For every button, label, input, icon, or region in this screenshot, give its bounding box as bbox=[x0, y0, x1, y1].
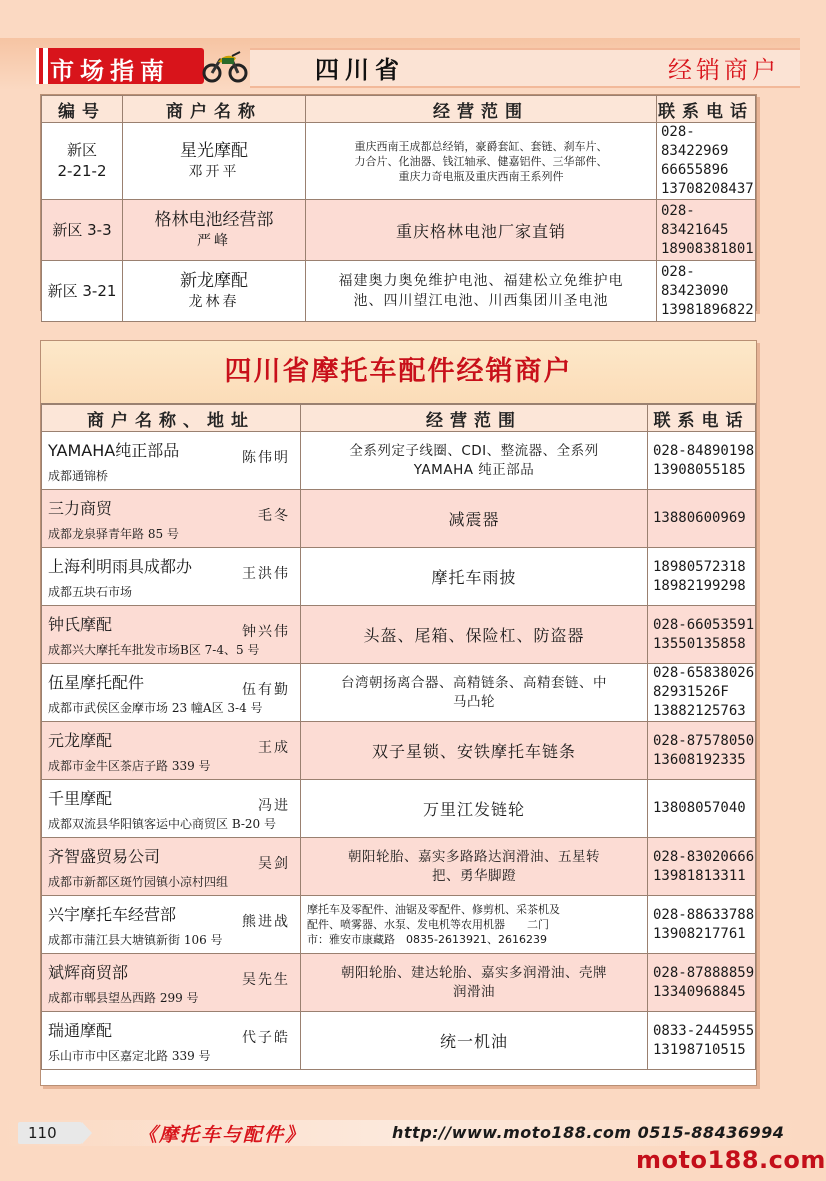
scope-line: 福建奥力奥免维护电池、福建松立免维护电 bbox=[338, 273, 624, 289]
col-header-phone: 联系电话 bbox=[648, 405, 756, 432]
phone-number: 028-83422969 bbox=[661, 124, 729, 159]
scope-line: 朝阳轮胎、嘉实多路路达润滑油、五星转 bbox=[348, 848, 600, 865]
table-row bbox=[42, 780, 756, 838]
business-scope bbox=[306, 123, 657, 200]
dealer-cell bbox=[42, 780, 301, 838]
phone-number: 13882125763 bbox=[653, 703, 746, 719]
phone-cell bbox=[648, 490, 756, 548]
shop-address: 成都通锦桥 bbox=[48, 469, 109, 483]
scope-line: 把、勇华脚蹬 bbox=[432, 867, 516, 884]
table-row bbox=[42, 954, 756, 1012]
business-scope bbox=[301, 780, 648, 838]
dealer-code bbox=[42, 123, 123, 200]
phone-number: 13880600969 bbox=[653, 510, 746, 526]
phone-number: 13340968845 bbox=[653, 983, 746, 1000]
phone-number: 028-83423090 bbox=[661, 263, 729, 299]
phone-number: 13550135858 bbox=[653, 635, 746, 652]
scope-line: 统一机油 bbox=[439, 1032, 508, 1051]
scope-line: 马凸轮 bbox=[453, 693, 495, 710]
section-title: 市场指南 bbox=[50, 56, 170, 85]
dealer-cell bbox=[42, 432, 301, 490]
phone-number: 028-87888859 bbox=[653, 964, 755, 981]
phone-number: 13981813311 bbox=[653, 867, 746, 884]
phone-number: 028-84890198 bbox=[653, 442, 755, 459]
phone-cell bbox=[648, 954, 756, 1012]
motorcycle-icon bbox=[202, 44, 248, 84]
table-row bbox=[42, 548, 756, 606]
phone-number: 028-65838026 bbox=[653, 665, 755, 681]
table-row bbox=[42, 722, 756, 780]
shop-name: 齐智盛贸易公司 bbox=[48, 847, 161, 866]
shop-address: 成都五块石市场 bbox=[48, 585, 133, 599]
dealer-cell bbox=[42, 548, 301, 606]
phone-number: 13908217761 bbox=[653, 925, 746, 942]
dealer-name-cell bbox=[123, 123, 306, 200]
contact-person: 吴剑 bbox=[258, 856, 290, 872]
code-line: 新区 3-21 bbox=[47, 281, 117, 300]
phone-number: 66655896 bbox=[661, 162, 729, 178]
phone-cell bbox=[648, 896, 756, 954]
phone-number: 028-83020666 bbox=[653, 848, 755, 865]
scope-line: 头盔、尾箱、保险杠、防盗器 bbox=[363, 626, 585, 645]
business-scope bbox=[301, 896, 648, 954]
dealer-cell bbox=[42, 896, 301, 954]
shop-name: 元龙摩配 bbox=[48, 731, 113, 750]
category-title: 经销商户 bbox=[668, 56, 780, 84]
phone-number: 18908381801 bbox=[661, 240, 754, 257]
shop-name: 瑞通摩配 bbox=[48, 1021, 113, 1040]
business-scope bbox=[301, 606, 648, 664]
shop-address: 成都双流县华阳镇客运中心商贸区 B-20 号 bbox=[48, 817, 276, 831]
dealer-cell bbox=[42, 838, 301, 896]
shop-address: 成都兴大摩托车批发市场B区 7-4、5 号 bbox=[48, 643, 260, 657]
business-scope bbox=[306, 261, 657, 322]
shop-name: 伍星摩托配件 bbox=[48, 673, 145, 692]
table-row bbox=[42, 896, 756, 954]
table-header-row bbox=[42, 96, 756, 123]
shop-name: 星光摩配 bbox=[180, 141, 248, 161]
shop-address: 成都龙泉驿青年路 85 号 bbox=[48, 527, 179, 541]
shop-address: 成都市金牛区茶店子路 339 号 bbox=[48, 759, 211, 773]
business-scope bbox=[301, 954, 648, 1012]
phone-cell bbox=[648, 606, 756, 664]
dealer-code bbox=[42, 200, 123, 261]
contact-person: 钟兴伟 bbox=[242, 624, 290, 640]
phone-cell bbox=[648, 432, 756, 490]
shop-address: 乐山市市中区嘉定北路 339 号 bbox=[48, 1049, 211, 1063]
business-scope bbox=[301, 490, 648, 548]
scope-line: 配件、喷雾器、水泵、发电机等农用机器 二门 bbox=[307, 918, 549, 931]
phone-cell bbox=[648, 1012, 756, 1070]
col-header-name: 商户名称 bbox=[123, 96, 306, 123]
phone-number: 13908055185 bbox=[653, 461, 746, 478]
dealer-table-2 bbox=[40, 340, 757, 1086]
table-row bbox=[42, 838, 756, 896]
table-row bbox=[42, 123, 756, 200]
phone-number: 0833-2445955 bbox=[653, 1022, 755, 1039]
col-header-code: 编号 bbox=[42, 96, 123, 123]
dealer-name-cell bbox=[123, 261, 306, 322]
dealer-cell bbox=[42, 606, 301, 664]
business-scope bbox=[301, 838, 648, 896]
phone-number: 13608192335 bbox=[653, 751, 746, 768]
shop-name: 千里摩配 bbox=[48, 789, 113, 808]
contact-person: 严峰 bbox=[197, 233, 231, 249]
scope-line: 摩托车雨披 bbox=[431, 568, 517, 587]
contact-person: 陈伟明 bbox=[242, 450, 290, 466]
phone-cell bbox=[648, 722, 756, 780]
scope-line: 池、四川望江电池、川西集团川圣电池 bbox=[353, 293, 609, 309]
table-row bbox=[42, 1012, 756, 1070]
watermark: moto188.com bbox=[636, 1146, 826, 1174]
scope-line: 万里江发链轮 bbox=[422, 800, 525, 819]
dealer-cell bbox=[42, 1012, 301, 1070]
phone-number: 13708208437 bbox=[661, 181, 754, 197]
phone-cell bbox=[657, 200, 756, 261]
shop-name: YAMAHA纯正部品 bbox=[48, 441, 180, 460]
phone-number: 028-83421645 bbox=[661, 202, 729, 238]
table-row bbox=[42, 664, 756, 722]
phone-number: 13981896822 bbox=[661, 301, 754, 318]
table-row bbox=[42, 432, 756, 490]
col-header-name-address: 商户名称、地址 bbox=[42, 405, 301, 432]
shop-address: 成都市蒲江县大塘镇新街 106 号 bbox=[48, 933, 223, 947]
scope-line: 台湾朝扬离合器、高精链条、高精套链、中 bbox=[341, 674, 607, 691]
shop-address: 成都市武侯区金摩市场 23 幢A区 3-4 号 bbox=[48, 701, 263, 715]
shop-name: 格林电池经营部 bbox=[154, 210, 274, 230]
scope-line: 全系列定子线圈、CDI、整流器、全系列 bbox=[349, 442, 599, 459]
phone-number: 82931526F bbox=[653, 684, 729, 700]
table-row bbox=[42, 606, 756, 664]
code-line: 新区 3-3 bbox=[52, 220, 112, 239]
table-row bbox=[42, 490, 756, 548]
contact-person: 邓开平 bbox=[188, 164, 240, 180]
scope-line: 双子星锁、安铁摩托车链条 bbox=[371, 742, 576, 761]
phone-number: 028-88633788 bbox=[653, 906, 755, 923]
phone-cell bbox=[648, 664, 756, 722]
shop-address: 成都市郫县望丛西路 299 号 bbox=[48, 991, 199, 1005]
phone-number: 13808057040 bbox=[653, 800, 746, 816]
dealer-cell bbox=[42, 664, 301, 722]
contact-person: 王洪伟 bbox=[242, 566, 290, 582]
business-scope bbox=[301, 722, 648, 780]
phone-cell bbox=[648, 780, 756, 838]
magazine-name: 《摩托车与配件》 bbox=[138, 1124, 307, 1146]
dealer-cell bbox=[42, 490, 301, 548]
scope-line: 摩托车及零配件、油锯及零配件、修剪机、采茶机及 bbox=[307, 903, 560, 916]
scope-line: 减震器 bbox=[448, 510, 500, 529]
phone-cell bbox=[648, 838, 756, 896]
table2-title: 四川省摩托车配件经销商户 bbox=[41, 341, 756, 404]
shop-name: 新龙摩配 bbox=[180, 271, 248, 291]
footer-contact: http://www.moto188.com 0515-88436994 bbox=[392, 1123, 785, 1142]
dealer-name-cell bbox=[123, 200, 306, 261]
contact-person: 冯进 bbox=[258, 798, 290, 814]
code-line: 新区 bbox=[66, 141, 97, 159]
dealer-code bbox=[42, 261, 123, 322]
business-scope bbox=[301, 1012, 648, 1070]
scope-line: 重庆力奇电瓶及重庆西南王系列件 bbox=[398, 169, 564, 183]
scope-line: 市：雅安市康藏路 0835-2613921、2616239 bbox=[307, 933, 547, 946]
shop-name: 钟氏摩配 bbox=[48, 615, 113, 634]
phone-number: 18980572318 bbox=[653, 558, 746, 575]
phone-cell bbox=[657, 261, 756, 322]
page-number: 110 bbox=[18, 1122, 82, 1144]
dealer-cell bbox=[42, 722, 301, 780]
phone-number: 18982199298 bbox=[653, 577, 746, 594]
phone-cell bbox=[657, 123, 756, 200]
phone-number: 028-87578050 bbox=[653, 732, 755, 749]
scope-line: 重庆格林电池厂家直销 bbox=[395, 221, 566, 241]
dealer-table-1 bbox=[40, 94, 757, 318]
col-header-scope: 经营范围 bbox=[301, 405, 648, 432]
province-title: 四川省 bbox=[315, 55, 405, 84]
business-scope bbox=[306, 200, 657, 261]
scope-line: 润滑油 bbox=[453, 983, 495, 1000]
business-scope bbox=[301, 432, 648, 490]
shop-name: 斌辉商贸部 bbox=[48, 963, 129, 982]
contact-person: 毛冬 bbox=[258, 508, 290, 524]
shop-address: 成都市新都区斑竹园镇小凉村四组 bbox=[48, 875, 229, 889]
shop-name: 上海利明雨具成都办 bbox=[48, 557, 193, 576]
page-number-arrow bbox=[82, 1122, 92, 1144]
scope-line: YAMAHA 纯正部品 bbox=[413, 461, 535, 478]
scope-line: 力合片、化油器、钱江轴承、健嘉铝件、三华部件、 bbox=[354, 154, 608, 168]
contact-person: 代子皓 bbox=[242, 1030, 290, 1046]
scope-line: 重庆西南王成都总经销，豪爵套缸、套链、刹车片、 bbox=[354, 139, 608, 153]
shop-name: 三力商贸 bbox=[48, 499, 113, 518]
phone-number: 13198710515 bbox=[653, 1041, 746, 1058]
business-scope bbox=[301, 664, 648, 722]
scope-line: 朝阳轮胎、建达轮胎、嘉实多润滑油、壳牌 bbox=[341, 964, 607, 981]
contact-person: 王成 bbox=[258, 740, 290, 756]
table-header-row bbox=[42, 405, 756, 432]
contact-person: 吴先生 bbox=[242, 972, 290, 988]
phone-number: 028-66053591 bbox=[653, 616, 755, 633]
contact-person: 伍有勤 bbox=[242, 682, 290, 698]
contact-person: 龙林春 bbox=[188, 294, 240, 310]
phone-cell bbox=[648, 548, 756, 606]
business-scope bbox=[301, 548, 648, 606]
shop-name: 兴宇摩托车经营部 bbox=[48, 905, 177, 924]
col-header-scope: 经营范围 bbox=[306, 96, 657, 123]
code-line: 2-21-2 bbox=[57, 162, 107, 180]
dealer-cell bbox=[42, 954, 301, 1012]
contact-person: 熊进战 bbox=[242, 914, 290, 930]
table-row bbox=[42, 261, 756, 322]
col-header-phone: 联系电话 bbox=[657, 96, 756, 123]
table-row bbox=[42, 200, 756, 261]
